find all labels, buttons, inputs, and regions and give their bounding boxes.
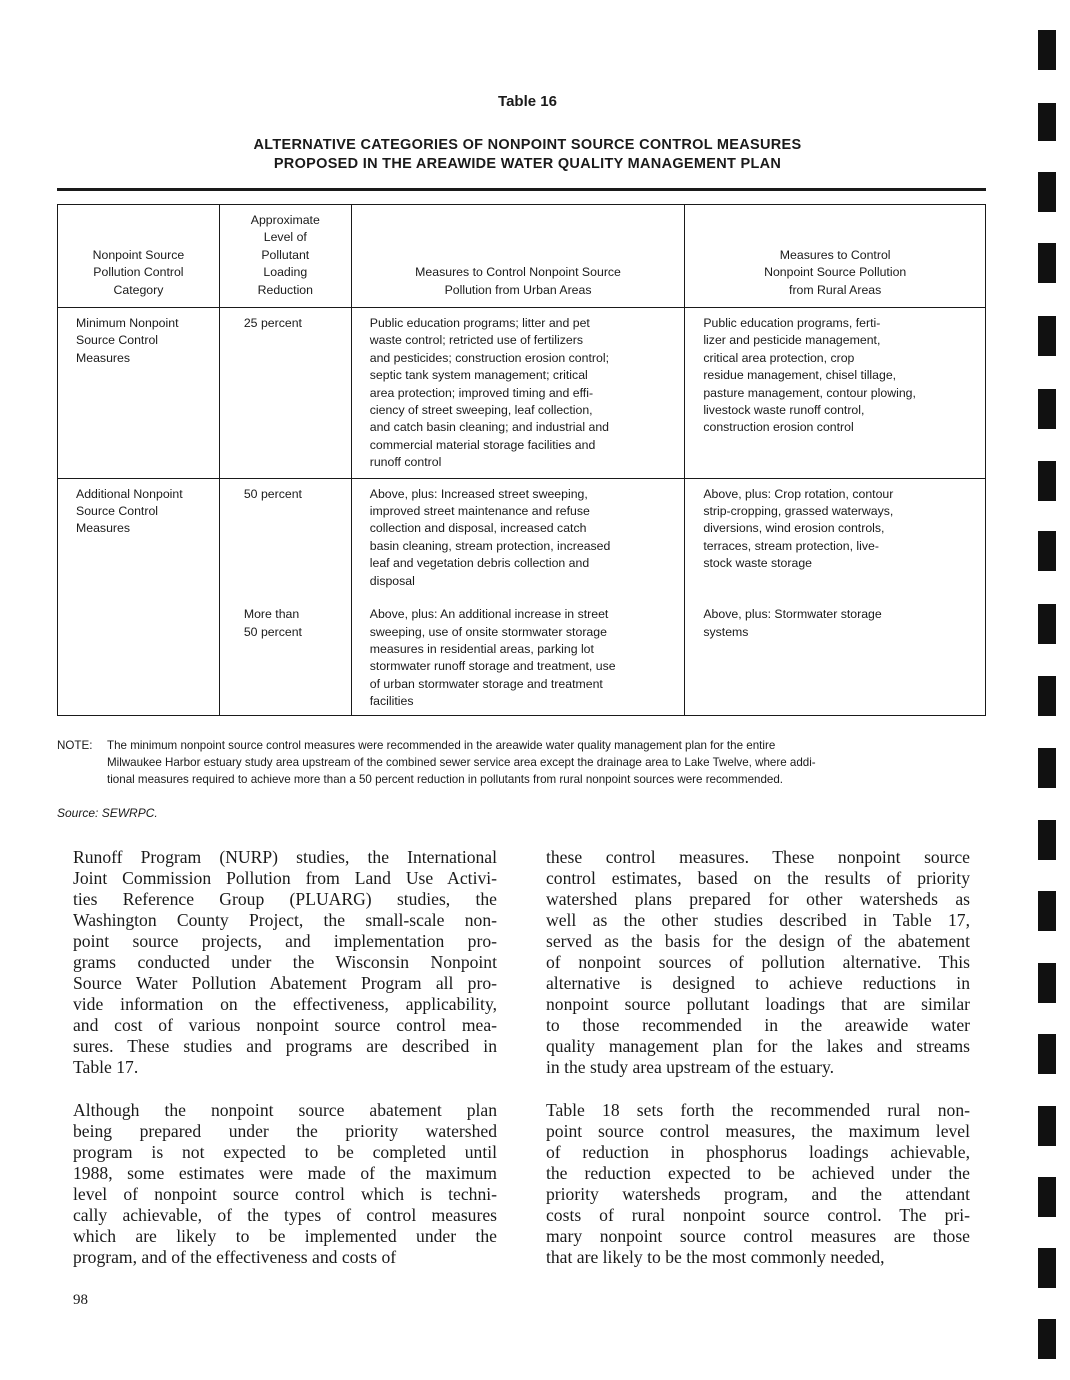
text-line: costs of rural nonpoint source control. The pri- xyxy=(546,1205,970,1225)
text-line: waste control; retricted use of fertilizers xyxy=(369,333,583,348)
scan-mark xyxy=(1038,1034,1056,1074)
level-cell xyxy=(219,308,351,479)
text-line: 50 percent xyxy=(243,486,302,501)
paragraph xyxy=(73,1100,497,1268)
text-line: More than xyxy=(243,607,300,622)
text-line: Pollution Control xyxy=(93,265,184,280)
text-line: Public education programs; litter and pet xyxy=(369,316,590,330)
rural-cell xyxy=(685,308,986,479)
text-line: Measures to Control xyxy=(779,247,891,262)
text-line: 1988, some estimates were made of the maximum xyxy=(73,1163,497,1183)
table-row xyxy=(58,308,986,479)
text-line: Source Water Pollution Abatement Program all pro- xyxy=(73,973,497,993)
paragraph xyxy=(546,1100,970,1268)
text-line: livestock waste runoff control, xyxy=(703,403,865,418)
text-line: being prepared under the priority watershed xyxy=(73,1121,497,1141)
text-line: Loading xyxy=(263,265,308,280)
header-rural xyxy=(685,205,986,308)
text-line: and cost of various nonpoint source control mea- xyxy=(73,1015,497,1035)
text-line: The minimum nonpoint source control measures were recommended in the areawide water quality management plan for the entire xyxy=(107,739,776,752)
text-line: diversions, wind erosion controls, xyxy=(703,521,885,536)
text-line: nonpoint source pollutant loadings that are similar xyxy=(546,994,970,1014)
table-number: Table 16 xyxy=(498,93,557,110)
text-line: stock waste storage xyxy=(703,556,813,571)
scan-mark xyxy=(1038,1248,1056,1288)
table-row xyxy=(58,478,986,602)
text-line: basin cleaning, stream protection, increased xyxy=(369,538,611,553)
text-line: Runoff Program (NURP) studies, the International xyxy=(73,847,497,867)
scan-mark xyxy=(1038,172,1056,212)
text-line: control estimates, based on the results of priority xyxy=(546,868,970,888)
header-urban xyxy=(351,205,685,308)
table-source: Source: SEWRPC. xyxy=(57,806,158,820)
text-line: facilities xyxy=(369,694,414,709)
text-line: commercial material storage facilities and xyxy=(369,437,596,452)
scan-mark xyxy=(1038,748,1056,788)
text-line: the reduction expected to be achieved under the xyxy=(546,1163,970,1183)
text-line: Measures to Control Nonpoint Source xyxy=(415,265,621,280)
text-line: vide information on the effectiveness, applicability, xyxy=(73,994,497,1014)
table-title-line: ALTERNATIVE CATEGORIES OF NONPOINT SOURCE CONTROL MEASURES xyxy=(253,137,802,153)
text-line: sweeping, use of onsite stormwater storage xyxy=(369,624,607,639)
text-line: Nonpoint Source Pollution xyxy=(764,265,907,280)
text-line: priority watersheds program, and the attendant xyxy=(546,1184,970,1204)
page-number: 98 xyxy=(73,1292,88,1308)
text-line: and pesticides; construction erosion control; xyxy=(369,350,609,365)
text-line: of nonpoint sources of pollution alternative. This xyxy=(546,952,970,972)
text-line: systems xyxy=(703,624,749,639)
category-cell xyxy=(58,602,220,715)
table-header-row xyxy=(58,205,986,308)
text-line: which are likely to be implemented under the xyxy=(73,1226,497,1246)
text-line: Washington County Project, the small-scale non- xyxy=(73,910,497,930)
text-line: strip-cropping, grassed waterways, xyxy=(703,504,894,519)
text-line: served as the basis for the design of the abatement xyxy=(546,931,970,951)
text-line: Above, plus: Stormwater storage xyxy=(703,607,882,622)
note-label: NOTE: xyxy=(57,739,93,752)
text-line: Pollutant xyxy=(261,247,310,262)
header-category xyxy=(58,205,220,308)
urban-cell xyxy=(351,602,685,715)
text-line: and catch basin cleaning; and industrial and xyxy=(369,420,610,435)
text-line: leaf and vegetation debris collection and xyxy=(369,556,590,571)
text-line: terraces, stream protection, live- xyxy=(703,538,879,553)
text-line: septic tank system management; critical xyxy=(369,368,588,383)
text-line: residue management, chisel tillage, xyxy=(703,368,897,383)
scan-mark xyxy=(1038,389,1056,429)
text-line: Measures xyxy=(76,350,130,365)
rural-cell xyxy=(685,478,986,602)
text-line: ties Reference Group (PLUARG) studies, the xyxy=(73,889,497,909)
text-line: improved street maintenance and refuse xyxy=(369,504,590,519)
category-cell xyxy=(58,308,220,479)
text-line: cally achievable, of the types of control measures xyxy=(73,1205,497,1225)
text-line: Joint Commission Pollution from Land Use Activi- xyxy=(73,868,497,888)
text-line: tional measures required to achieve more than a 50 percent reduction in pollutants from rural nonpoint sources were recommended. xyxy=(107,773,784,786)
text-line: to those recommended in the areawide water xyxy=(546,1015,970,1035)
header-level xyxy=(219,205,351,308)
scan-mark xyxy=(1038,820,1056,860)
text-line: Pollution from Urban Areas xyxy=(444,282,592,297)
text-line: stormwater runoff storage and treatment, use xyxy=(369,659,616,674)
text-line: Category xyxy=(113,282,164,297)
text-line: construction erosion control xyxy=(703,420,854,435)
scan-mark xyxy=(1038,891,1056,931)
text-line: quality management plan for the lakes and streams xyxy=(546,1036,970,1056)
scan-mark xyxy=(1038,531,1056,571)
text-line: that are likely to be the most commonly needed, xyxy=(546,1247,885,1267)
scan-mark xyxy=(1038,243,1056,283)
paragraph xyxy=(73,847,497,1078)
text-line: Source Control xyxy=(76,333,159,348)
text-line: Nonpoint Source xyxy=(92,247,185,262)
text-line: these control measures. These nonpoint source xyxy=(546,847,970,867)
text-line: mary nonpoint source control measures are those xyxy=(546,1226,970,1246)
text-line: 50 percent xyxy=(243,624,302,639)
scan-mark xyxy=(1038,103,1056,141)
text-line: measures in residential areas, parking lot xyxy=(369,641,594,656)
text-line: Public education programs, ferti- xyxy=(703,316,881,330)
scan-mark xyxy=(1038,1319,1056,1359)
level-cell xyxy=(219,602,351,715)
scan-mark xyxy=(1038,30,1056,70)
urban-cell xyxy=(351,308,685,479)
text-line: Milwaukee Harbor estuary study area upstream of the combined sewer service area except the drainage area to Lake Twelve, where addi- xyxy=(107,756,816,769)
text-line: area protection; improved timing and effi- xyxy=(369,385,594,400)
scan-mark xyxy=(1038,676,1056,716)
text-line: Approximate xyxy=(250,212,320,227)
text-line: critical area protection, crop xyxy=(703,350,855,365)
text-line: collection and disposal, increased catch xyxy=(369,521,587,536)
text-line: level of nonpoint source control which is techni- xyxy=(73,1184,497,1204)
text-line: Above, plus: Increased street sweeping, xyxy=(369,486,588,501)
rural-cell xyxy=(685,602,986,715)
text-line: 25 percent xyxy=(243,316,302,330)
text-line: Minimum Nonpoint xyxy=(76,316,179,330)
body-column-left xyxy=(73,847,497,1290)
text-line: grams conducted under the Wisconsin Nonpoint xyxy=(73,952,497,972)
text-line: Measures xyxy=(76,521,130,536)
text-line: from Rural Areas xyxy=(789,282,882,297)
scan-mark xyxy=(1038,963,1056,1003)
table-row xyxy=(58,602,986,715)
text-line: disposal xyxy=(369,573,415,588)
note-text xyxy=(107,737,957,788)
scan-mark xyxy=(1038,1106,1056,1146)
scan-mark xyxy=(1038,604,1056,644)
text-line: point source projects, and implementation pro- xyxy=(73,931,497,951)
table-title xyxy=(0,136,1055,174)
table-note xyxy=(57,737,957,788)
scan-edge-marks xyxy=(1038,0,1058,1380)
category-cell xyxy=(58,478,220,602)
text-line: Table 17. xyxy=(73,1057,139,1077)
text-line: of urban stormwater storage and treatment xyxy=(369,676,603,691)
text-line: alternative is designed to achieve reductions in xyxy=(546,973,970,993)
text-line: of reduction in phosphorus loadings achievable, xyxy=(546,1142,970,1162)
text-line: watershed plans prepared for other watersheds as xyxy=(546,889,970,909)
text-line: Reduction xyxy=(257,282,313,297)
level-cell xyxy=(219,478,351,602)
text-line: point source control measures, the maximum level xyxy=(546,1121,970,1141)
scan-mark xyxy=(1038,1177,1056,1217)
text-line: lizer and pesticide management, xyxy=(703,333,881,348)
body-column-right xyxy=(546,847,970,1290)
scan-mark xyxy=(1038,316,1056,356)
text-line: program is not expected to be completed until xyxy=(73,1142,497,1162)
table-title-line: PROPOSED IN THE AREAWIDE WATER QUALITY MANAGEMENT PLAN xyxy=(273,156,782,172)
measures-table xyxy=(57,204,986,716)
text-line: Although the nonpoint source abatement plan xyxy=(73,1100,497,1120)
text-line: Source Control xyxy=(76,504,159,519)
paragraph xyxy=(546,847,970,1078)
scan-mark xyxy=(1038,461,1056,501)
text-line: well as the other studies described in Table 17, xyxy=(546,910,970,930)
text-line: Table 18 sets forth the recommended rural non- xyxy=(546,1100,970,1120)
text-line: Above, plus: An additional increase in street xyxy=(369,607,609,622)
text-line: in the study area upstream of the estuary. xyxy=(546,1057,835,1077)
urban-cell xyxy=(351,478,685,602)
text-line: sures. These studies and programs are described in xyxy=(73,1036,497,1056)
text-line: Level of xyxy=(263,230,307,245)
text-line: Above, plus: Crop rotation, contour xyxy=(703,486,894,501)
text-line: program, and of the effectiveness and costs of xyxy=(73,1247,397,1267)
text-line: Additional Nonpoint xyxy=(76,486,183,501)
text-line: pasture management, contour plowing, xyxy=(703,385,916,400)
title-rule xyxy=(57,188,986,191)
text-line: runoff control xyxy=(369,455,442,470)
text-line: ciency of street sweeping, leaf collection, xyxy=(369,403,593,418)
